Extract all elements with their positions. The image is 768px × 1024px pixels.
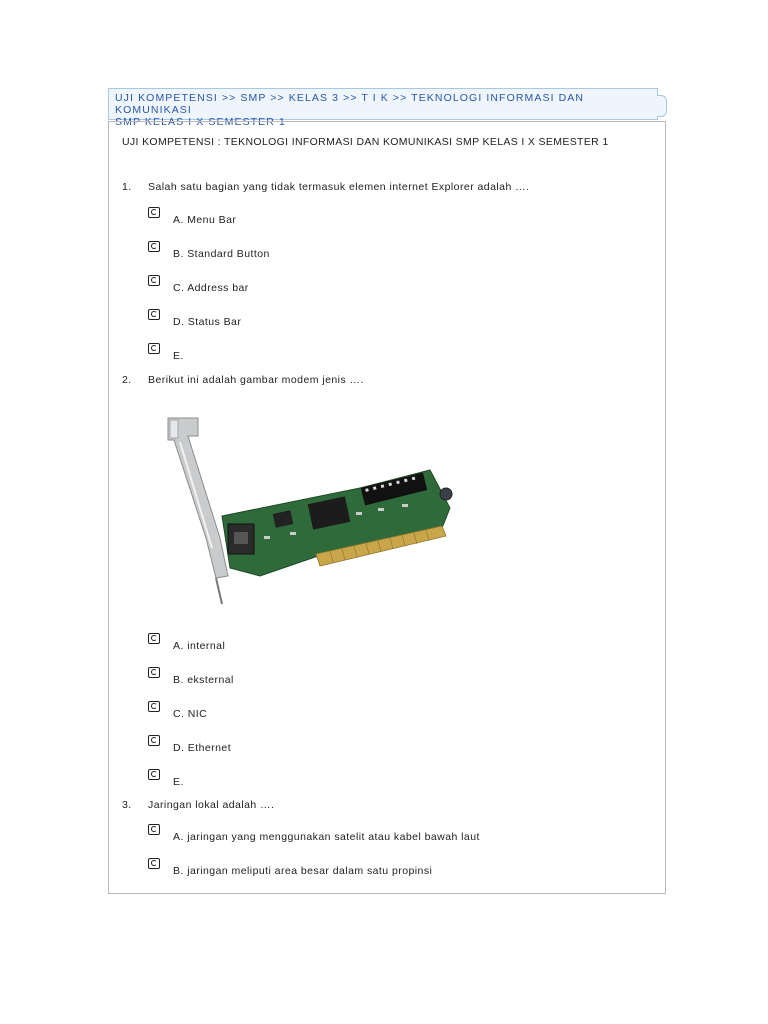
option-label: C. NIC (173, 708, 208, 720)
radio-icon[interactable] (148, 207, 160, 218)
radio-icon[interactable] (148, 633, 160, 644)
option-label: E. (173, 350, 184, 362)
option-label: E. (173, 776, 184, 788)
option-label: A. internal (173, 640, 226, 652)
question-number: 1. (122, 181, 132, 193)
breadcrumb-line-1[interactable]: UJI KOMPETENSI >> SMP >> KELAS 3 >> T I K >> TEKNOLOGI INFORMASI DAN KOMUNIKASI (115, 92, 585, 116)
question-text: Berikut ini adalah gambar modem jenis …. (148, 374, 364, 386)
radio-icon[interactable] (148, 343, 160, 354)
breadcrumb-header (108, 88, 658, 128)
option-label: C. Address bar (173, 282, 249, 294)
radio-icon[interactable] (148, 667, 160, 678)
option-label: D. Ethernet (173, 742, 232, 754)
option-label: D. Status Bar (173, 316, 242, 328)
radio-icon[interactable] (148, 824, 160, 835)
breadcrumb-line-2[interactable]: SMP KELAS I X SEMESTER 1 (115, 116, 286, 128)
option-label: B. Standard Button (173, 248, 270, 260)
radio-icon[interactable] (148, 735, 160, 746)
option-label: B. eksternal (173, 674, 234, 686)
option-label: A. jaringan yang menggunakan satelit atau kabel bawah laut (173, 831, 480, 843)
question-number: 2. (122, 374, 132, 386)
network-card-image (150, 408, 470, 608)
option-label: A. Menu Bar (173, 214, 237, 226)
radio-icon[interactable] (148, 858, 160, 869)
radio-icon[interactable] (148, 275, 160, 286)
radio-icon[interactable] (148, 701, 160, 712)
option-label: B. jaringan meliputi area besar dalam satu propinsi (173, 865, 433, 877)
radio-icon[interactable] (148, 769, 160, 780)
question-text: Salah satu bagian yang tidak termasuk elemen internet Explorer adalah …. (148, 181, 530, 193)
radio-icon[interactable] (148, 309, 160, 320)
radio-icon[interactable] (148, 241, 160, 252)
question-number: 3. (122, 799, 132, 811)
quiz-title: UJI KOMPETENSI : TEKNOLOGI INFORMASI DAN KOMUNIKASI SMP KELAS I X SEMESTER 1 (122, 136, 609, 148)
question-text: Jaringan lokal adalah …. (148, 799, 275, 811)
